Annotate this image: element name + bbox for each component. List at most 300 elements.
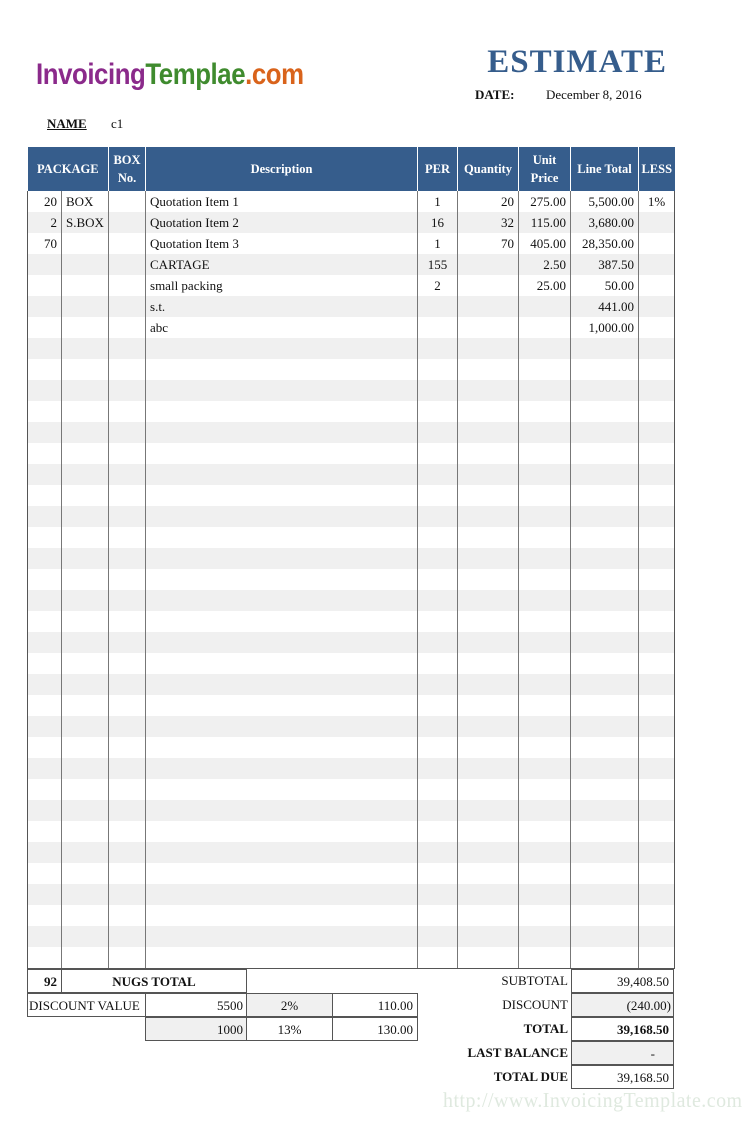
package-type-cell[interactable] [62, 443, 109, 464]
unit-price-cell[interactable] [519, 611, 571, 632]
per-cell[interactable] [418, 380, 458, 401]
quantity-cell[interactable] [458, 695, 519, 716]
package-type-cell[interactable] [62, 716, 109, 737]
description-cell[interactable] [146, 800, 418, 821]
box-no-cell[interactable] [109, 275, 146, 296]
package-type-cell[interactable] [62, 338, 109, 359]
table-row[interactable] [28, 800, 675, 821]
line-total-cell[interactable]: 28,350.00 [571, 233, 639, 254]
unit-price-cell[interactable] [519, 506, 571, 527]
description-cell[interactable]: s.t. [146, 296, 418, 317]
package-count-cell[interactable] [28, 254, 62, 275]
description-cell[interactable]: small packing [146, 275, 418, 296]
line-total-cell[interactable] [571, 863, 639, 884]
line-total-cell[interactable] [571, 464, 639, 485]
per-cell[interactable] [418, 926, 458, 947]
line-total-cell[interactable]: 441.00 [571, 296, 639, 317]
quantity-cell[interactable] [458, 821, 519, 842]
package-type-cell[interactable] [62, 905, 109, 926]
package-type-cell[interactable] [62, 254, 109, 275]
unit-price-cell[interactable] [519, 401, 571, 422]
package-type-cell[interactable] [62, 947, 109, 969]
box-no-cell[interactable] [109, 590, 146, 611]
table-row[interactable] [28, 548, 675, 569]
package-count-cell[interactable] [28, 422, 62, 443]
discount-amount-1[interactable]: 5500 [145, 993, 247, 1017]
per-cell[interactable] [418, 527, 458, 548]
less-cell[interactable] [639, 338, 675, 359]
table-row[interactable] [28, 338, 675, 359]
line-total-cell[interactable] [571, 695, 639, 716]
line-total-cell[interactable] [571, 947, 639, 969]
package-type-cell[interactable]: BOX [62, 191, 109, 212]
table-row[interactable] [28, 380, 675, 401]
quantity-cell[interactable] [458, 296, 519, 317]
per-cell[interactable] [418, 485, 458, 506]
package-count-cell[interactable] [28, 485, 62, 506]
package-type-cell[interactable] [62, 485, 109, 506]
package-count-cell[interactable]: 20 [28, 191, 62, 212]
description-cell[interactable] [146, 695, 418, 716]
per-cell[interactable] [418, 590, 458, 611]
unit-price-cell[interactable] [519, 674, 571, 695]
line-total-cell[interactable] [571, 338, 639, 359]
per-cell[interactable] [418, 296, 458, 317]
less-cell[interactable] [639, 296, 675, 317]
quantity-cell[interactable] [458, 338, 519, 359]
table-row[interactable] [28, 359, 675, 380]
unit-price-cell[interactable]: 2.50 [519, 254, 571, 275]
package-type-cell[interactable] [62, 653, 109, 674]
package-type-cell[interactable] [62, 611, 109, 632]
package-count-cell[interactable] [28, 842, 62, 863]
package-type-cell[interactable] [62, 275, 109, 296]
quantity-cell[interactable] [458, 464, 519, 485]
discount-rate-2[interactable]: 13% [246, 1017, 333, 1041]
package-type-cell[interactable] [62, 674, 109, 695]
box-no-cell[interactable] [109, 905, 146, 926]
unit-price-cell[interactable] [519, 380, 571, 401]
table-row[interactable] [28, 716, 675, 737]
table-row[interactable] [28, 569, 675, 590]
less-cell[interactable] [639, 758, 675, 779]
table-row[interactable] [28, 695, 675, 716]
box-no-cell[interactable] [109, 947, 146, 969]
description-cell[interactable] [146, 464, 418, 485]
quantity-cell[interactable]: 32 [458, 212, 519, 233]
package-count-cell[interactable] [28, 506, 62, 527]
name-value[interactable]: c1 [111, 116, 124, 131]
line-total-cell[interactable] [571, 926, 639, 947]
quantity-cell[interactable] [458, 317, 519, 338]
table-row[interactable] [28, 422, 675, 443]
line-total-cell[interactable] [571, 359, 639, 380]
description-cell[interactable] [146, 590, 418, 611]
less-cell[interactable] [639, 233, 675, 254]
unit-price-cell[interactable] [519, 884, 571, 905]
date-value[interactable]: December 8, 2016 [546, 87, 642, 102]
package-count-cell[interactable] [28, 926, 62, 947]
box-no-cell[interactable] [109, 737, 146, 758]
unit-price-cell[interactable] [519, 653, 571, 674]
package-count-cell[interactable]: 2 [28, 212, 62, 233]
description-cell[interactable] [146, 485, 418, 506]
less-cell[interactable] [639, 443, 675, 464]
unit-price-cell[interactable] [519, 842, 571, 863]
per-cell[interactable] [418, 359, 458, 380]
package-type-cell[interactable] [62, 821, 109, 842]
per-cell[interactable] [418, 905, 458, 926]
per-cell[interactable] [418, 842, 458, 863]
line-total-cell[interactable]: 5,500.00 [571, 191, 639, 212]
package-count-cell[interactable] [28, 758, 62, 779]
box-no-cell[interactable] [109, 653, 146, 674]
box-no-cell[interactable] [109, 380, 146, 401]
per-cell[interactable] [418, 863, 458, 884]
less-cell[interactable] [639, 716, 675, 737]
less-cell[interactable] [639, 800, 675, 821]
description-cell[interactable] [146, 527, 418, 548]
unit-price-cell[interactable] [519, 590, 571, 611]
unit-price-cell[interactable] [519, 926, 571, 947]
per-cell[interactable]: 1 [418, 233, 458, 254]
package-type-cell[interactable]: S.BOX [62, 212, 109, 233]
box-no-cell[interactable] [109, 527, 146, 548]
package-type-cell[interactable] [62, 590, 109, 611]
line-total-cell[interactable] [571, 632, 639, 653]
line-total-cell[interactable] [571, 758, 639, 779]
description-cell[interactable] [146, 359, 418, 380]
quantity-cell[interactable] [458, 947, 519, 969]
description-cell[interactable] [146, 758, 418, 779]
table-row[interactable] [28, 590, 675, 611]
line-total-cell[interactable] [571, 590, 639, 611]
per-cell[interactable]: 16 [418, 212, 458, 233]
per-cell[interactable] [418, 548, 458, 569]
unit-price-cell[interactable] [519, 695, 571, 716]
discount-amount-2[interactable]: 1000 [145, 1017, 247, 1041]
package-type-cell[interactable] [62, 779, 109, 800]
box-no-cell[interactable] [109, 884, 146, 905]
package-count-cell[interactable] [28, 653, 62, 674]
per-cell[interactable] [418, 779, 458, 800]
package-type-cell[interactable] [62, 527, 109, 548]
quantity-cell[interactable] [458, 380, 519, 401]
description-cell[interactable] [146, 380, 418, 401]
unit-price-cell[interactable] [519, 569, 571, 590]
box-no-cell[interactable] [109, 926, 146, 947]
line-total-cell[interactable]: 50.00 [571, 275, 639, 296]
package-count-cell[interactable] [28, 947, 62, 969]
package-type-cell[interactable] [62, 842, 109, 863]
quantity-cell[interactable] [458, 569, 519, 590]
per-cell[interactable] [418, 422, 458, 443]
less-cell[interactable] [639, 695, 675, 716]
package-type-cell[interactable] [62, 380, 109, 401]
table-row[interactable] [28, 233, 675, 254]
description-cell[interactable] [146, 842, 418, 863]
line-total-cell[interactable] [571, 506, 639, 527]
quantity-cell[interactable] [458, 443, 519, 464]
box-no-cell[interactable] [109, 842, 146, 863]
quantity-cell[interactable] [458, 716, 519, 737]
table-row[interactable] [28, 401, 675, 422]
package-type-cell[interactable] [62, 758, 109, 779]
box-no-cell[interactable] [109, 506, 146, 527]
per-cell[interactable] [418, 695, 458, 716]
box-no-cell[interactable] [109, 191, 146, 212]
package-type-cell[interactable] [62, 863, 109, 884]
quantity-cell[interactable] [458, 926, 519, 947]
quantity-cell[interactable] [458, 905, 519, 926]
quantity-cell[interactable] [458, 611, 519, 632]
less-cell[interactable] [639, 548, 675, 569]
unit-price-cell[interactable] [519, 443, 571, 464]
box-no-cell[interactable] [109, 800, 146, 821]
less-cell[interactable] [639, 317, 675, 338]
per-cell[interactable]: 1 [418, 191, 458, 212]
unit-price-cell[interactable] [519, 422, 571, 443]
description-cell[interactable] [146, 779, 418, 800]
table-row[interactable] [28, 506, 675, 527]
table-row[interactable] [28, 296, 675, 317]
less-cell[interactable] [639, 926, 675, 947]
quantity-cell[interactable] [458, 800, 519, 821]
description-cell[interactable] [146, 926, 418, 947]
line-total-cell[interactable] [571, 653, 639, 674]
quantity-cell[interactable] [458, 653, 519, 674]
quantity-cell[interactable] [458, 884, 519, 905]
per-cell[interactable] [418, 947, 458, 969]
package-count-cell[interactable] [28, 359, 62, 380]
less-cell[interactable] [639, 905, 675, 926]
less-cell[interactable] [639, 422, 675, 443]
per-cell[interactable] [418, 632, 458, 653]
description-cell[interactable] [146, 401, 418, 422]
line-total-cell[interactable] [571, 611, 639, 632]
table-row[interactable] [28, 926, 675, 947]
per-cell[interactable] [418, 317, 458, 338]
less-cell[interactable] [639, 401, 675, 422]
table-row[interactable] [28, 611, 675, 632]
box-no-cell[interactable] [109, 611, 146, 632]
quantity-cell[interactable] [458, 779, 519, 800]
unit-price-cell[interactable] [519, 737, 571, 758]
line-total-cell[interactable] [571, 884, 639, 905]
per-cell[interactable] [418, 737, 458, 758]
description-cell[interactable] [146, 884, 418, 905]
table-row[interactable] [28, 275, 675, 296]
per-cell[interactable] [418, 758, 458, 779]
less-cell[interactable] [639, 485, 675, 506]
line-total-cell[interactable] [571, 443, 639, 464]
description-cell[interactable]: CARTAGE [146, 254, 418, 275]
quantity-cell[interactable] [458, 506, 519, 527]
line-total-cell[interactable] [571, 422, 639, 443]
table-row[interactable] [28, 737, 675, 758]
box-no-cell[interactable] [109, 632, 146, 653]
package-count-cell[interactable] [28, 443, 62, 464]
package-type-cell[interactable] [62, 464, 109, 485]
package-type-cell[interactable] [62, 548, 109, 569]
box-no-cell[interactable] [109, 758, 146, 779]
less-cell[interactable] [639, 737, 675, 758]
unit-price-cell[interactable] [519, 317, 571, 338]
description-cell[interactable] [146, 632, 418, 653]
less-cell[interactable] [639, 674, 675, 695]
package-type-cell[interactable] [62, 884, 109, 905]
less-cell[interactable] [639, 254, 675, 275]
per-cell[interactable] [418, 716, 458, 737]
description-cell[interactable] [146, 548, 418, 569]
per-cell[interactable]: 2 [418, 275, 458, 296]
less-cell[interactable] [639, 527, 675, 548]
package-count-cell[interactable] [28, 800, 62, 821]
unit-price-cell[interactable]: 405.00 [519, 233, 571, 254]
package-type-cell[interactable] [62, 233, 109, 254]
quantity-cell[interactable]: 70 [458, 233, 519, 254]
table-row[interactable] [28, 758, 675, 779]
unit-price-cell[interactable] [519, 527, 571, 548]
box-no-cell[interactable] [109, 716, 146, 737]
less-cell[interactable] [639, 212, 675, 233]
table-row[interactable] [28, 485, 675, 506]
description-cell[interactable]: abc [146, 317, 418, 338]
unit-price-cell[interactable] [519, 548, 571, 569]
per-cell[interactable] [418, 821, 458, 842]
less-cell[interactable] [639, 506, 675, 527]
line-total-cell[interactable] [571, 674, 639, 695]
last-balance-value[interactable]: - [571, 1041, 674, 1065]
unit-price-cell[interactable] [519, 863, 571, 884]
box-no-cell[interactable] [109, 779, 146, 800]
package-count-cell[interactable] [28, 863, 62, 884]
quantity-cell[interactable] [458, 527, 519, 548]
quantity-cell[interactable] [458, 548, 519, 569]
less-cell[interactable] [639, 569, 675, 590]
table-row[interactable] [28, 653, 675, 674]
description-cell[interactable] [146, 737, 418, 758]
line-total-cell[interactable] [571, 905, 639, 926]
table-row[interactable] [28, 674, 675, 695]
package-type-cell[interactable] [62, 737, 109, 758]
package-count-cell[interactable] [28, 380, 62, 401]
package-type-cell[interactable] [62, 569, 109, 590]
table-row[interactable] [28, 947, 675, 969]
line-total-cell[interactable] [571, 380, 639, 401]
package-count-cell[interactable] [28, 674, 62, 695]
package-type-cell[interactable] [62, 317, 109, 338]
less-cell[interactable] [639, 380, 675, 401]
line-total-cell[interactable] [571, 737, 639, 758]
less-cell[interactable] [639, 884, 675, 905]
package-count-cell[interactable] [28, 905, 62, 926]
unit-price-cell[interactable] [519, 758, 571, 779]
package-count-cell[interactable] [28, 275, 62, 296]
less-cell[interactable] [639, 863, 675, 884]
quantity-cell[interactable] [458, 359, 519, 380]
quantity-cell[interactable]: 20 [458, 191, 519, 212]
per-cell[interactable] [418, 653, 458, 674]
per-cell[interactable] [418, 506, 458, 527]
package-type-cell[interactable] [62, 926, 109, 947]
package-type-cell[interactable] [62, 359, 109, 380]
per-cell[interactable] [418, 443, 458, 464]
package-count-cell[interactable] [28, 611, 62, 632]
unit-price-cell[interactable]: 275.00 [519, 191, 571, 212]
description-cell[interactable]: Quotation Item 3 [146, 233, 418, 254]
unit-price-cell[interactable] [519, 716, 571, 737]
line-total-cell[interactable]: 3,680.00 [571, 212, 639, 233]
box-no-cell[interactable] [109, 821, 146, 842]
per-cell[interactable] [418, 338, 458, 359]
per-cell[interactable]: 155 [418, 254, 458, 275]
package-type-cell[interactable] [62, 401, 109, 422]
line-total-cell[interactable] [571, 548, 639, 569]
table-row[interactable] [28, 317, 675, 338]
table-row[interactable] [28, 821, 675, 842]
discount-rate-1[interactable]: 2% [246, 993, 333, 1017]
line-total-cell[interactable] [571, 800, 639, 821]
description-cell[interactable] [146, 506, 418, 527]
unit-price-cell[interactable] [519, 800, 571, 821]
package-count-cell[interactable] [28, 821, 62, 842]
box-no-cell[interactable] [109, 317, 146, 338]
package-count-cell[interactable] [28, 317, 62, 338]
package-count-cell[interactable] [28, 737, 62, 758]
package-count-cell[interactable] [28, 569, 62, 590]
less-cell[interactable] [639, 464, 675, 485]
line-total-cell[interactable] [571, 527, 639, 548]
package-count-cell[interactable]: 70 [28, 233, 62, 254]
description-cell[interactable] [146, 674, 418, 695]
line-total-cell[interactable] [571, 401, 639, 422]
box-no-cell[interactable] [109, 212, 146, 233]
line-total-cell[interactable] [571, 842, 639, 863]
per-cell[interactable] [418, 674, 458, 695]
line-total-cell[interactable] [571, 779, 639, 800]
table-row[interactable] [28, 863, 675, 884]
package-type-cell[interactable] [62, 800, 109, 821]
table-row[interactable] [28, 905, 675, 926]
less-cell[interactable] [639, 590, 675, 611]
description-cell[interactable] [146, 338, 418, 359]
quantity-cell[interactable] [458, 590, 519, 611]
package-count-cell[interactable] [28, 779, 62, 800]
per-cell[interactable] [418, 611, 458, 632]
line-total-cell[interactable]: 1,000.00 [571, 317, 639, 338]
table-row[interactable] [28, 443, 675, 464]
unit-price-cell[interactable] [519, 359, 571, 380]
less-cell[interactable] [639, 359, 675, 380]
table-row[interactable] [28, 527, 675, 548]
unit-price-cell[interactable] [519, 632, 571, 653]
quantity-cell[interactable] [458, 275, 519, 296]
box-no-cell[interactable] [109, 548, 146, 569]
package-count-cell[interactable] [28, 716, 62, 737]
box-no-cell[interactable] [109, 443, 146, 464]
table-row[interactable] [28, 842, 675, 863]
unit-price-cell[interactable] [519, 296, 571, 317]
box-no-cell[interactable] [109, 401, 146, 422]
box-no-cell[interactable] [109, 674, 146, 695]
less-cell[interactable] [639, 779, 675, 800]
table-row[interactable] [28, 884, 675, 905]
description-cell[interactable] [146, 716, 418, 737]
line-total-cell[interactable]: 387.50 [571, 254, 639, 275]
quantity-cell[interactable] [458, 842, 519, 863]
less-cell[interactable] [639, 275, 675, 296]
